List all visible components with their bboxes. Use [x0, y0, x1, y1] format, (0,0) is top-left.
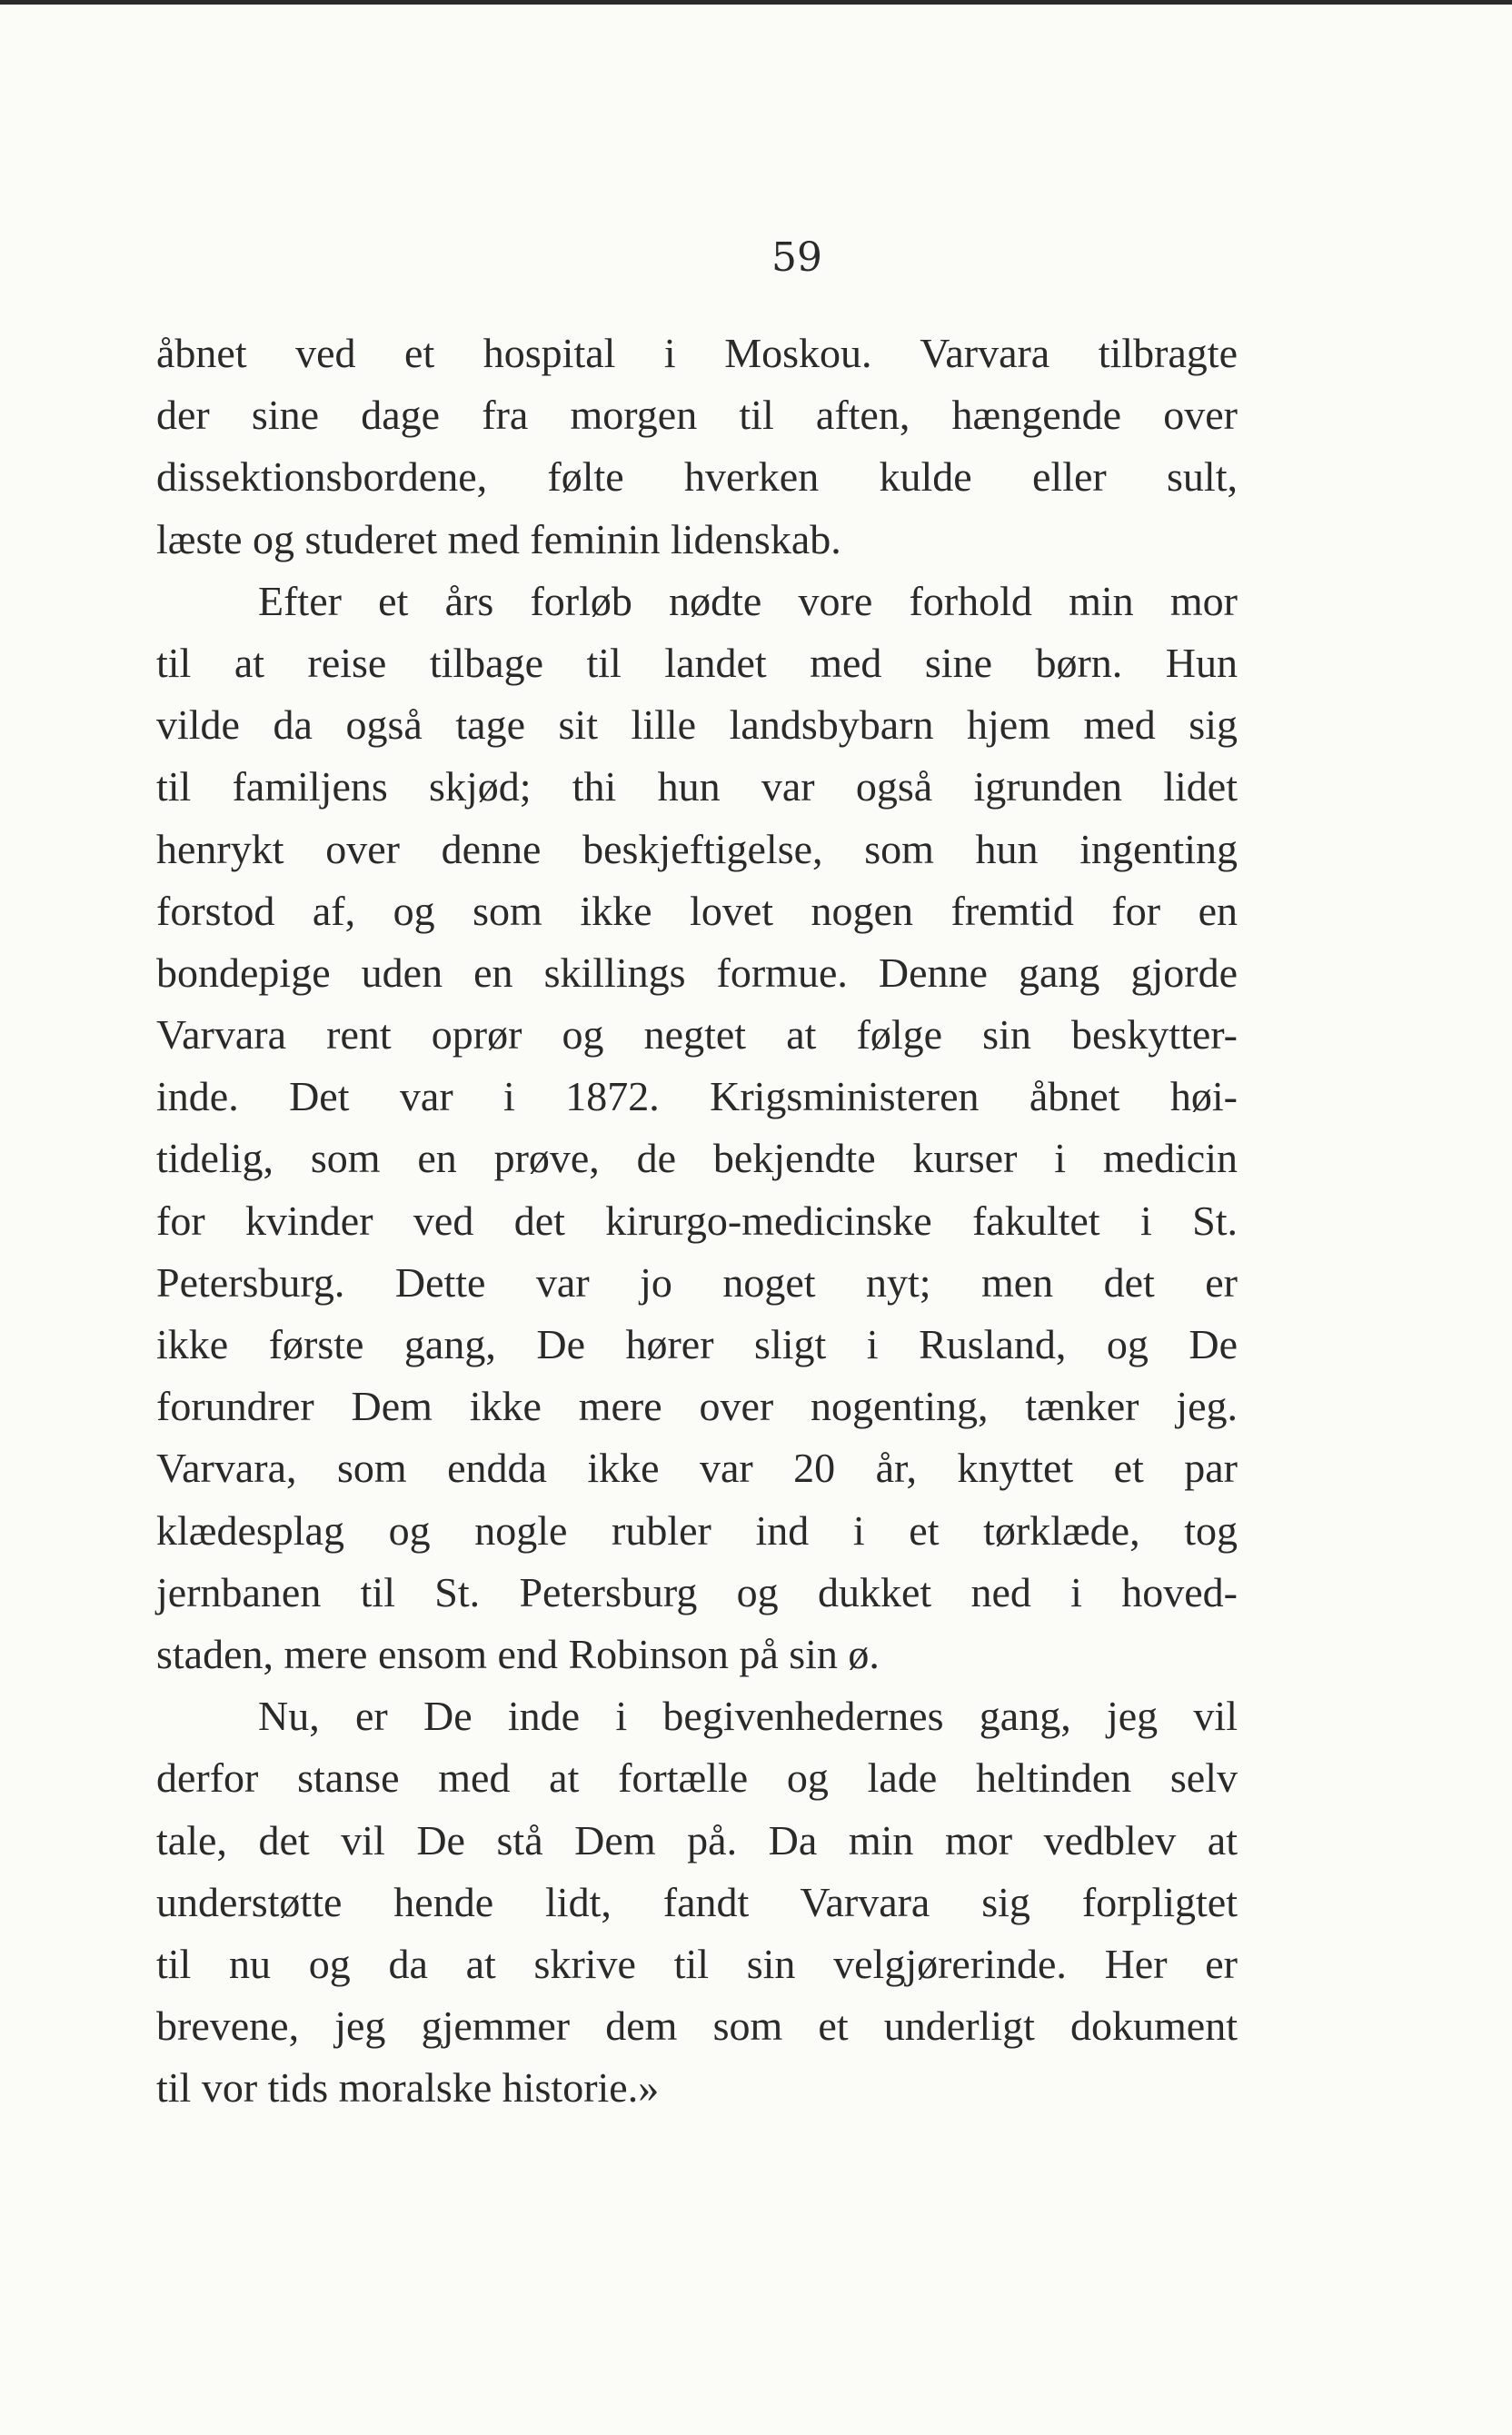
text-line: derfor stanse med at fortælle og lade heltinden selv	[156, 1754, 1238, 1802]
scan-top-edge	[0, 0, 1512, 5]
text-line: åbnet ved et hospital i Moskou. Varvara tilbragte	[156, 330, 1238, 376]
text-line: forundrer Dem ikke mere over nogenting, tænker jeg.	[156, 1383, 1238, 1430]
text-line: ikke første gang, De hører sligt i Rusland, og De	[156, 1321, 1238, 1367]
body-text	[156, 323, 1238, 2119]
text-line: Petersburg. Dette var jo noget nyt; men det er	[156, 1258, 1238, 1306]
text-line: til nu og da at skrive til sin velgjørerinde. Her er	[156, 1940, 1238, 1987]
text-line: klædesplag og nogle rubler ind i et tørklæde, tog	[156, 1506, 1238, 1554]
text-line: inde. Det var i 1872. Krigsministeren åbnet høi-	[156, 1073, 1238, 1120]
text-line: for kvinder ved det kirurgo-medicinske fakultet i St.	[156, 1197, 1238, 1244]
text-line: forstod af, og som ikke lovet nogen fremtid for en	[156, 887, 1238, 934]
text-line: jernbanen til St. Petersburg og dukket ned i hoved-	[156, 1568, 1238, 1615]
text-line: henrykt over denne beskjeftigelse, som hun ingenting	[156, 825, 1238, 872]
text-line: understøtte hende lidt, fandt Varvara sig forpligtet	[156, 1878, 1238, 1925]
text-line: til familjens skjød; thi hun var også igrunden lidet	[156, 763, 1238, 810]
text-line: Varvara rent oprør og negtet at følge sin beskytter-	[156, 1011, 1238, 1058]
text-line: dissektionsbordene, følte hverken kulde eller sult,	[156, 453, 1238, 501]
page-number: 59	[771, 234, 822, 281]
text-line: Efter et års forløb nødte vore forhold min mor	[258, 577, 1238, 624]
text-line: til at reise tilbage til landet med sine børn. Hun	[156, 639, 1238, 686]
text-line: Nu, er De inde i begivenhedernes gang, jeg vil	[258, 1693, 1238, 1740]
text-line: bondepige uden en skillings formue. Denne gang gjorde	[156, 949, 1238, 996]
text-line: tidelig, som en prøve, de bekjendte kurser i medicin	[156, 1135, 1238, 1182]
text-line: der sine dage fra morgen til aften, hængende over	[156, 392, 1238, 439]
text-line: tale, det vil De stå Dem på. Da min mor vedblev at	[156, 1816, 1238, 1864]
text-line: læste og studeret med feminin lidenskab.	[156, 515, 841, 562]
text-line: Varvara, som endda ikke var 20 år, knyttet et par	[156, 1445, 1238, 1492]
text-line: staden, mere ensom end Robinson på sin ø.	[156, 1630, 880, 1677]
text-line: brevene, jeg gjemmer dem som et underligt dokument	[156, 2003, 1238, 2050]
text-line: til vor tids moralske historie.»	[156, 2064, 660, 2112]
text-line: vilde da også tage sit lille landsbybarn hjem med sig	[156, 701, 1238, 749]
